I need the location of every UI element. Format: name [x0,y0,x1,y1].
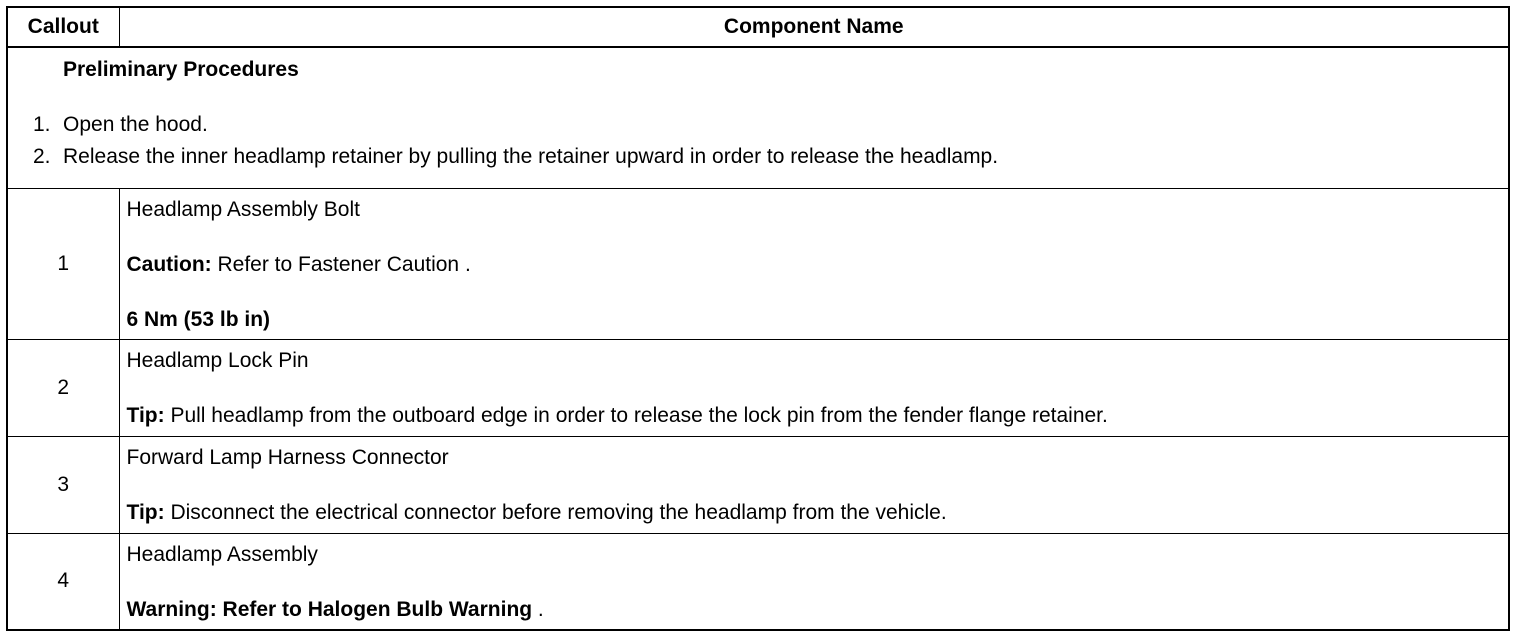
component-name: Forward Lamp Harness Connector [126,446,449,469]
table-row [8,534,1508,629]
callout-number: 3 [8,437,119,534]
component-cell [119,437,1508,534]
tip-note [127,501,1509,525]
preliminary-steps-list [8,113,1508,169]
torque-spec: 6 Nm (53 lb in) [126,308,271,331]
preliminary-procedures-cell [8,47,1508,189]
procedure-document [6,6,1510,631]
caution-text: Refer to Fastener Caution . [211,253,471,276]
component-name: Headlamp Assembly Bolt [126,198,360,221]
caution-note [127,253,1509,277]
tip-note [127,404,1509,428]
warning-tail: . [532,598,544,621]
warning-note [127,598,1509,622]
step-number: 2. [33,145,51,168]
component-cell [119,534,1508,629]
callout-number: 2 [8,340,119,437]
callout-column-header: Callout [8,8,119,47]
tip-label: Tip: [126,501,165,524]
component-cell [119,189,1508,340]
caution-label: Caution: [126,253,212,276]
callout-number: 4 [8,534,119,629]
warning-text: Warning: Refer to Halogen Bulb Warning [126,598,533,621]
callout-table [8,8,1508,629]
tip-label: Tip: [126,404,165,427]
list-item [8,113,1508,137]
component-name-column-header: Component Name [119,8,1508,47]
table-row [8,189,1508,340]
tip-text: Disconnect the electrical connector before removing the headlamp from the vehicle. [164,501,947,524]
table-header-row [8,8,1508,47]
step-text: Open the hood. [63,113,208,136]
step-number: 1. [33,113,51,136]
step-text: Release the inner headlamp retainer by pulling the retainer upward in order to release the headlamp. [63,145,999,168]
preliminary-procedures-title: Preliminary Procedures [63,58,299,81]
table-row [8,437,1508,534]
table-row [8,340,1508,437]
preliminary-procedures-row [8,47,1508,189]
callout-number: 1 [8,189,119,340]
list-item [8,145,1508,169]
tip-text: Pull headlamp from the outboard edge in order to release the lock pin from the fender flange retainer. [164,404,1108,427]
component-name: Headlamp Assembly [126,543,318,566]
component-cell [119,340,1508,437]
component-name: Headlamp Lock Pin [126,349,309,372]
